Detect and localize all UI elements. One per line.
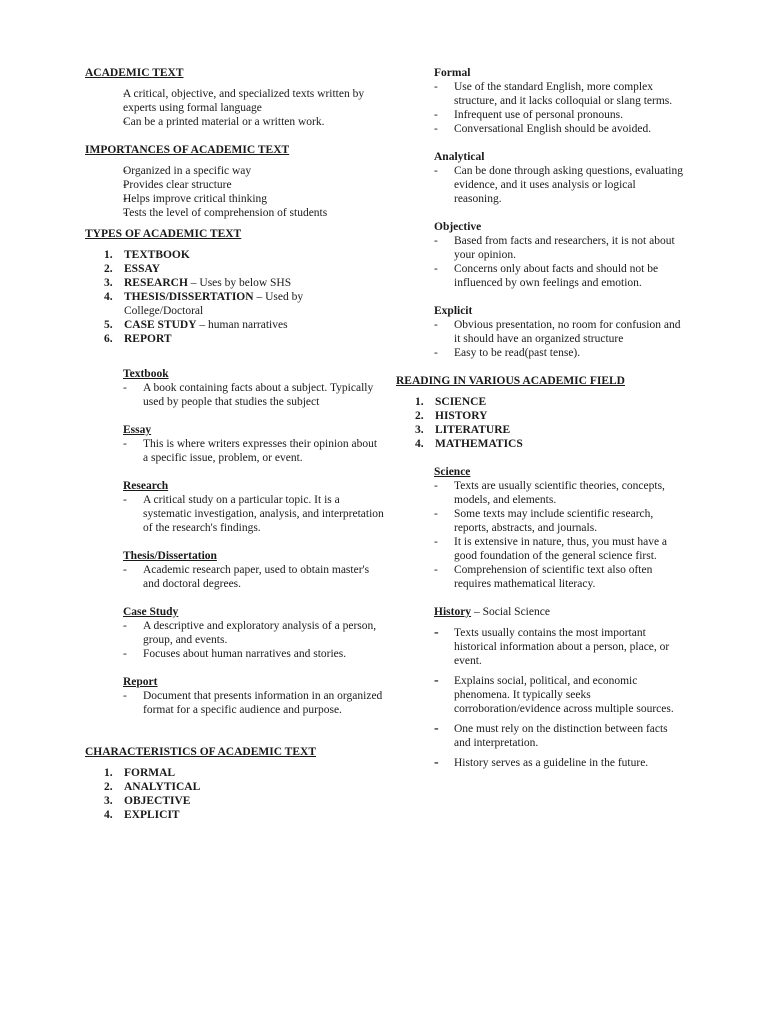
explicit-heading: Explicit bbox=[434, 305, 473, 317]
analytical-list bbox=[396, 164, 686, 206]
numbered-item bbox=[85, 276, 385, 290]
item-number: 4. bbox=[104, 809, 113, 821]
item-number: 4. bbox=[104, 291, 113, 303]
item-label: TEXTBOOK bbox=[124, 249, 190, 261]
item-label: HISTORY bbox=[435, 410, 488, 422]
item-label: SCIENCE bbox=[435, 396, 487, 408]
numbered-item bbox=[396, 395, 686, 409]
importances-heading: IMPORTANCES OF ACADEMIC TEXT bbox=[85, 144, 290, 156]
list-item: - A critical, objective, and specialized texts written by experts using formal language bbox=[85, 87, 385, 115]
list-item: - Conversational English should be avoided. bbox=[396, 122, 686, 136]
numbered-item bbox=[85, 290, 385, 318]
numbered-item bbox=[85, 248, 385, 262]
numbered-item bbox=[85, 808, 385, 822]
item-number: 4. bbox=[415, 438, 424, 450]
textbook-heading: Textbook bbox=[123, 368, 169, 380]
types-heading: TYPES OF ACADEMIC TEXT bbox=[85, 228, 242, 240]
list-item: - Based from facts and researchers, it is not about your opinion. bbox=[396, 234, 686, 262]
reading-heading: READING IN VARIOUS ACADEMIC FIELD bbox=[396, 375, 625, 387]
item-number: 6. bbox=[104, 333, 113, 345]
report-list bbox=[123, 689, 385, 717]
list-item: - One must rely on the distinction between facts and interpretation. bbox=[396, 722, 686, 750]
list-item: - Some texts may include scientific research, reports, abstracts, and journals. bbox=[396, 507, 686, 535]
item-label: MATHEMATICS bbox=[435, 438, 523, 450]
list-item: - Use of the standard English, more complex structure, and it lacks colloquial or slang terms. bbox=[396, 80, 686, 108]
numbered-item bbox=[85, 262, 385, 276]
item-number: 3. bbox=[104, 277, 113, 289]
item-label: ANALYTICAL bbox=[124, 781, 201, 793]
item-label: ESSAY bbox=[124, 263, 161, 275]
academic-text-heading: ACADEMIC TEXT bbox=[85, 67, 184, 79]
list-item: - Explains social, political, and economic phenomena. It typically seeks corroboration/evidence across multiple sources. bbox=[396, 674, 686, 716]
item-number: 1. bbox=[415, 396, 424, 408]
case-study-heading: Case Study bbox=[123, 606, 179, 618]
objective-heading: Objective bbox=[434, 221, 482, 233]
list-item: - History serves as a guideline in the future. bbox=[396, 756, 686, 770]
research-heading: Research bbox=[123, 480, 169, 492]
numbered-item bbox=[396, 423, 686, 437]
case-study-list bbox=[123, 619, 385, 661]
item-label: CASE STUDY bbox=[124, 319, 197, 331]
item-label: LITERATURE bbox=[435, 424, 511, 436]
right-column bbox=[396, 66, 686, 776]
item-number: 3. bbox=[415, 424, 424, 436]
list-item: - Academic research paper, used to obtain master's and doctoral degrees. bbox=[123, 563, 385, 591]
item-label: OBJECTIVE bbox=[124, 795, 191, 807]
history-heading: History bbox=[434, 606, 472, 618]
analytical-heading: Analytical bbox=[434, 151, 485, 163]
formal-list bbox=[396, 80, 686, 136]
reading-list bbox=[396, 395, 686, 451]
textbook-list bbox=[123, 381, 385, 409]
list-item: - Concerns only about facts and should not be influenced by own feelings and emotion. bbox=[396, 262, 686, 290]
item-description: – Uses by below SHS bbox=[187, 277, 292, 289]
item-label: REPORT bbox=[124, 333, 172, 345]
numbered-item bbox=[85, 794, 385, 808]
numbered-item bbox=[85, 318, 385, 332]
list-item: - Obvious presentation, no room for confusion and it should have an organized structure bbox=[396, 318, 686, 346]
left-column bbox=[85, 66, 385, 822]
characteristics-heading: CHARACTERISTICS OF ACADEMIC TEXT bbox=[85, 746, 316, 758]
list-item: - Organized in a specific way bbox=[85, 164, 385, 178]
history-suffix: – Social Science bbox=[471, 606, 550, 618]
list-item: - Comprehension of scientific text also often requires mathematical literacy. bbox=[396, 563, 686, 591]
item-number: 1. bbox=[104, 767, 113, 779]
essay-list bbox=[123, 437, 385, 465]
essay-heading: Essay bbox=[123, 424, 152, 436]
list-item: - Texts are usually scientific theories, concepts, models, and elements. bbox=[396, 479, 686, 507]
list-item: - Helps improve critical thinking bbox=[85, 192, 385, 206]
item-number: 2. bbox=[415, 410, 424, 422]
objective-list bbox=[396, 234, 686, 290]
list-item: - Document that presents information in an organized format for a specific audience and purpose. bbox=[123, 689, 385, 717]
list-item: - A critical study on a particular topic. It is a systematic investigation, analysis, and interpretation of the research's findings. bbox=[123, 493, 385, 535]
list-item: - Infrequent use of personal pronouns. bbox=[396, 108, 686, 122]
academic-text-list bbox=[85, 87, 385, 129]
item-number: 2. bbox=[104, 781, 113, 793]
list-item: - A descriptive and exploratory analysis of a person, group, and events. bbox=[123, 619, 385, 647]
item-description: – Used by College/Doctoral bbox=[124, 291, 304, 317]
list-item: - This is where writers expresses their opinion about a specific issue, problem, or event. bbox=[123, 437, 385, 465]
characteristics-list bbox=[85, 766, 385, 822]
item-label: FORMAL bbox=[124, 767, 176, 779]
numbered-item bbox=[85, 332, 385, 346]
history-list bbox=[396, 626, 686, 770]
explicit-list bbox=[396, 318, 686, 360]
science-list bbox=[396, 479, 686, 591]
list-item: - Easy to be read(past tense). bbox=[396, 346, 686, 360]
thesis-heading: Thesis/Dissertation bbox=[123, 550, 217, 562]
report-heading: Report bbox=[123, 676, 158, 688]
item-description: – human narratives bbox=[196, 319, 288, 331]
item-number: 3. bbox=[104, 795, 113, 807]
numbered-item bbox=[396, 437, 686, 451]
thesis-list bbox=[123, 563, 385, 591]
item-label: RESEARCH bbox=[124, 277, 188, 289]
history-heading-line bbox=[396, 605, 686, 619]
list-item: - A book containing facts about a subject. Typically used by people that studies the subject bbox=[123, 381, 385, 409]
research-list bbox=[123, 493, 385, 535]
list-item: - Texts usually contains the most important historical information about a person, place, or event. bbox=[396, 626, 686, 668]
list-item: - It is extensive in nature, thus, you must have a good foundation of the general science first. bbox=[396, 535, 686, 563]
formal-heading: Formal bbox=[434, 67, 471, 79]
science-heading: Science bbox=[434, 466, 471, 478]
list-item: - Focuses about human narratives and stories. bbox=[123, 647, 385, 661]
list-item: - Can be done through asking questions, evaluating evidence, and it uses analysis or logical reasoning. bbox=[396, 164, 686, 206]
list-item: - Provides clear structure bbox=[85, 178, 385, 192]
list-item: - Can be a printed material or a written work. bbox=[85, 115, 385, 129]
numbered-item bbox=[396, 409, 686, 423]
item-label: THESIS/DISSERTATION bbox=[124, 291, 254, 303]
item-number: 5. bbox=[104, 319, 113, 331]
types-list bbox=[85, 248, 385, 346]
numbered-item bbox=[85, 780, 385, 794]
item-number: 2. bbox=[104, 263, 113, 275]
list-item: - Tests the level of comprehension of students bbox=[85, 206, 385, 220]
numbered-item bbox=[85, 766, 385, 780]
item-label: EXPLICIT bbox=[124, 809, 180, 821]
importances-list bbox=[85, 164, 385, 220]
item-number: 1. bbox=[104, 249, 113, 261]
